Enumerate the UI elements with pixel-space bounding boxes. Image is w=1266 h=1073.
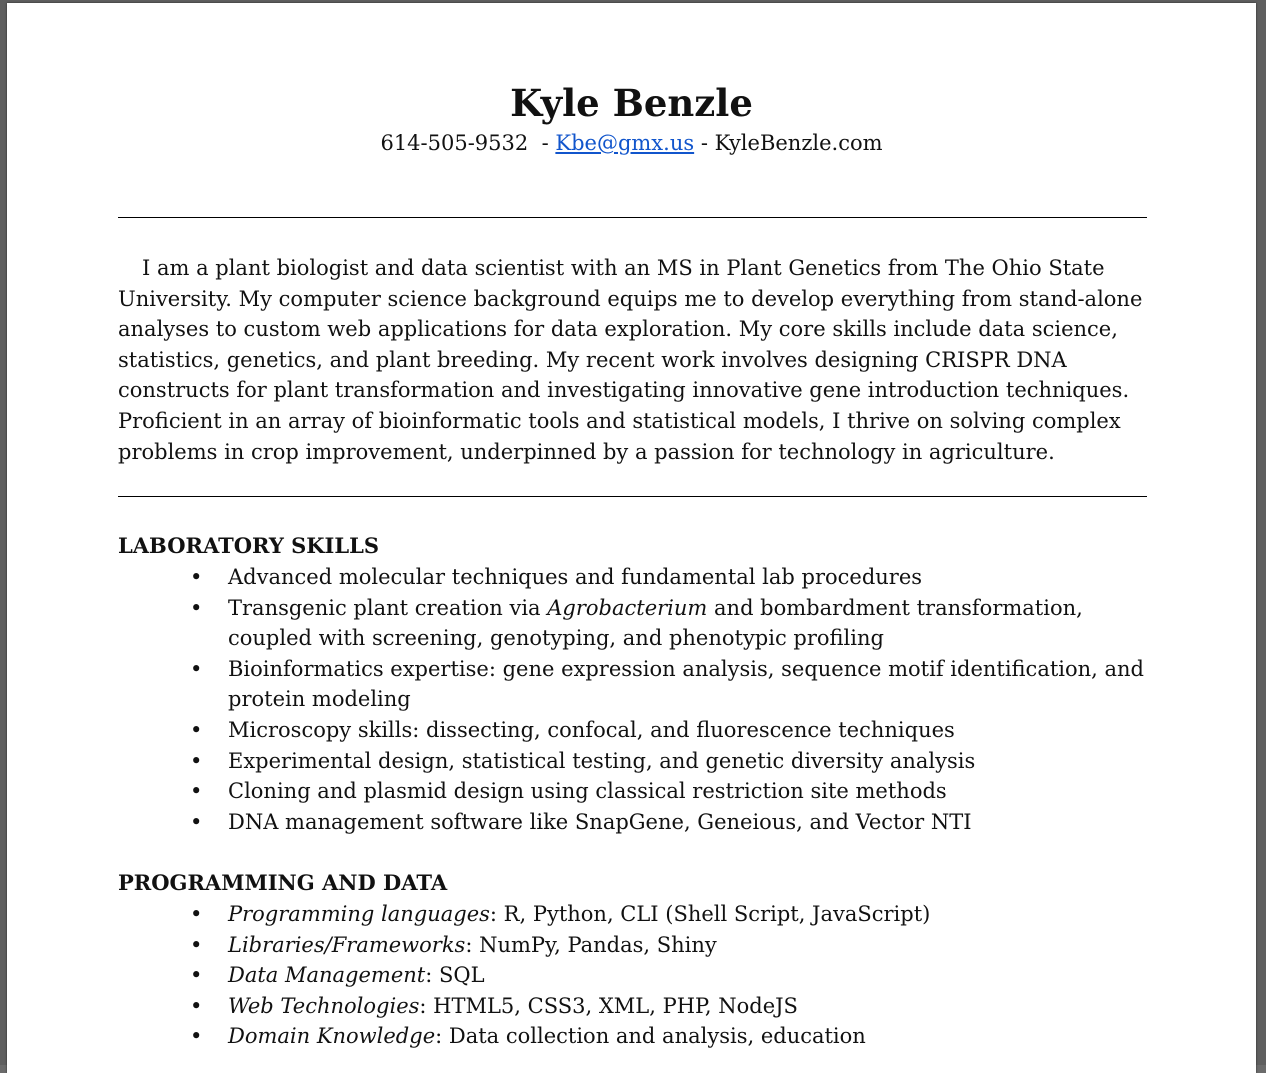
phone-number: 614-505-9532 bbox=[380, 131, 529, 155]
list-item-label: Programming languages bbox=[228, 902, 490, 926]
contact-separator: - bbox=[528, 131, 556, 155]
list-item-text: Cloning and plasmid design using classical restriction site methods bbox=[228, 779, 947, 804]
list-item-text: DNA management software like SnapGene, Geneious, and Vector NTI bbox=[228, 809, 972, 834]
contact-separator: - bbox=[694, 131, 715, 155]
list-item-value: : Data collection and analysis, education bbox=[435, 1024, 866, 1049]
contact-line bbox=[7, 128, 1256, 158]
bullet-dot: • bbox=[190, 963, 203, 988]
summary-paragraph: I am a plant biologist and data scientist with an MS in Plant Genetics from The Ohio State University. My computer science background equips me to develop everything from stand-alone analyses to custom web applications for data exploration. My core skills include data science, statistics, genetics, and plant breeding. My recent work involves designing CRISPR DNA constructs for plant transformation and investigating innovative gene introduction techniques. Proficient in an array of bioinformatic tools and statistical models, I thrive on solving complex problems in crop improvement, underpinned by a passion for technology in agriculture. bbox=[118, 256, 1143, 464]
list-item bbox=[118, 991, 1158, 1022]
list-item bbox=[118, 654, 1158, 715]
bullet-dot: • bbox=[190, 717, 203, 742]
list-item bbox=[118, 715, 1158, 746]
list-item-text: Bioinformatics expertise: gene expression analysis, sequence motif identification, and protein modeling bbox=[228, 656, 1145, 712]
email-link[interactable]: Kbe@gmx.us bbox=[555, 131, 695, 155]
bullet-dot: • bbox=[190, 779, 203, 804]
lab-skills-list bbox=[118, 562, 1158, 837]
list-item bbox=[118, 899, 1158, 930]
list-item-text: and bombardment transformation, coupled with screening, genotyping, and phenotypic profiling bbox=[228, 595, 1083, 651]
list-item-label: Domain Knowledge bbox=[228, 1024, 436, 1049]
list-item-value: : SQL bbox=[425, 963, 485, 988]
list-item-text: Transgenic plant creation via bbox=[228, 595, 548, 620]
list-item-italic: Agrobacterium bbox=[547, 595, 708, 620]
list-item bbox=[118, 746, 1158, 777]
bullet-dot: • bbox=[190, 565, 203, 589]
list-item-text: Microscopy skills: dissecting, confocal, and fluorescence techniques bbox=[228, 717, 955, 742]
bullet-dot: • bbox=[190, 656, 203, 681]
programming-list bbox=[118, 899, 1158, 1052]
list-item-label: Libraries/Frameworks bbox=[228, 932, 466, 957]
list-item bbox=[118, 593, 1158, 654]
bullet-dot: • bbox=[190, 809, 203, 834]
lab-skills-heading: LABORATORY SKILLS bbox=[118, 533, 380, 558]
list-item bbox=[118, 807, 1158, 838]
list-item bbox=[118, 930, 1158, 961]
website-text: KyleBenzle.com bbox=[714, 131, 883, 155]
list-item bbox=[118, 562, 1158, 593]
bullet-dot: • bbox=[190, 993, 203, 1018]
programming-heading: PROGRAMMING AND DATA bbox=[118, 870, 448, 895]
bullet-dot: • bbox=[190, 1024, 203, 1049]
resume-name: Kyle Benzle bbox=[510, 81, 753, 125]
list-item-label: Web Technologies bbox=[228, 993, 420, 1018]
list-item-text: Advanced molecular techniques and fundamental lab procedures bbox=[228, 565, 923, 589]
bullet-dot: • bbox=[190, 595, 203, 620]
list-item bbox=[118, 776, 1158, 807]
bullet-dot: • bbox=[190, 902, 203, 926]
list-item bbox=[118, 1021, 1158, 1052]
resume-page bbox=[7, 3, 1256, 1073]
divider-top bbox=[118, 217, 1147, 218]
bullet-dot: • bbox=[190, 932, 203, 957]
list-item-value: : HTML5, CSS3, XML, PHP, NodeJS bbox=[419, 993, 798, 1018]
list-item-value: : R, Python, CLI (Shell Script, JavaScript) bbox=[489, 902, 931, 926]
bullet-dot: • bbox=[190, 748, 203, 773]
list-item bbox=[118, 960, 1158, 991]
list-item-label: Data Management bbox=[228, 963, 426, 988]
divider-bottom bbox=[118, 496, 1147, 497]
list-item-text: Experimental design, statistical testing, and genetic diversity analysis bbox=[228, 748, 976, 773]
list-item-value: : NumPy, Pandas, Shiny bbox=[465, 932, 717, 957]
